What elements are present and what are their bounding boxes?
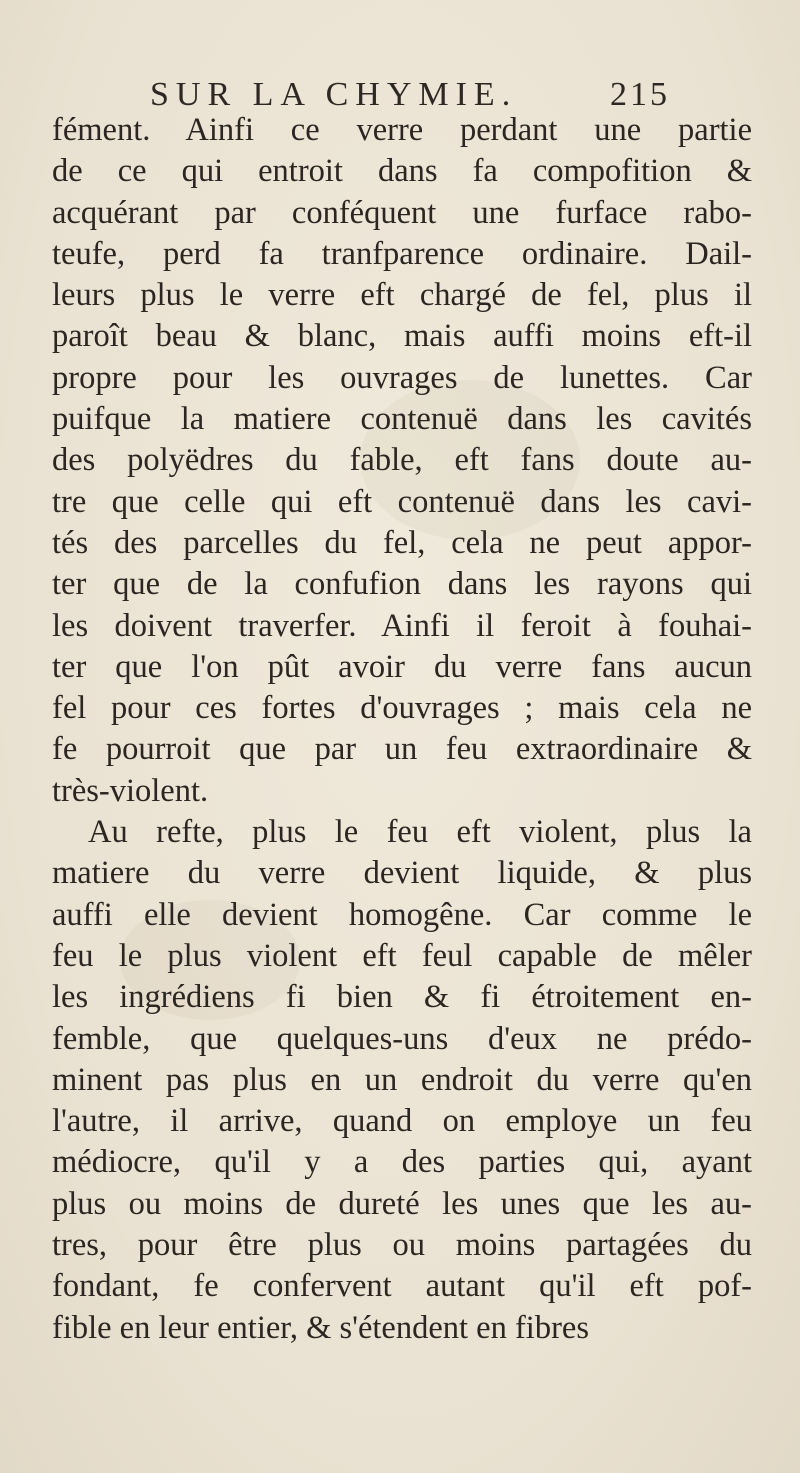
text-line: médiocre, qu'il y a des parties qui, ayant — [52, 1144, 752, 1181]
text-line: leurs plus le verre eft chargé de fel, plus il — [52, 277, 752, 314]
text-line: plus ou moins de dureté les unes que les au- — [52, 1185, 752, 1222]
paragraph-2 — [52, 812, 752, 1349]
text-line: des polyëdres du fable, eft fans doute au- — [52, 442, 752, 479]
text-line: ter que l'on pût avoir du verre fans aucun — [52, 648, 752, 685]
text-line: propre pour les ouvrages de lunettes. Car — [52, 359, 752, 396]
text-line: auffi elle devient homogêne. Car comme le — [52, 896, 752, 933]
text-line: fément. Ainfi ce verre perdant une partie — [52, 112, 752, 148]
text-line: acquérant par conféquent une furface rabo- — [52, 194, 752, 231]
text-line: fe pourroit que par un feu extraordinaire & — [52, 731, 752, 768]
text-line: tres, pour être plus ou moins partagées du — [52, 1227, 752, 1264]
text-line: teufe, perd fa tranfparence ordinaire. Dail- — [52, 235, 752, 272]
text-line: l'autre, il arrive, quand on employe un feu — [52, 1103, 752, 1140]
text-line: très-violent. — [52, 772, 209, 809]
text-line: ter que de la confufion dans les rayons qui — [52, 566, 752, 603]
running-head-title: SUR LA CHYMIE. — [150, 76, 518, 113]
text-line: fel pour ces fortes d'ouvrages ; mais cela ne — [52, 690, 752, 727]
text-line: fondant, fe confervent autant qu'il eft pof- — [52, 1268, 752, 1305]
text-line: tre que celle qui eft contenuë dans les cavi- — [52, 483, 752, 520]
text-line: paroît beau & blanc, mais auffi moins eft-il — [52, 318, 752, 355]
paragraph-1 — [52, 110, 752, 812]
text-line: les doivent traverfer. Ainfi il feroit à fouhai- — [52, 607, 752, 644]
text-line: de ce qui entroit dans fa compofition & — [52, 153, 752, 190]
text-line: feu le plus violent eft feul capable de mêler — [52, 937, 752, 974]
text-line: Au refte, plus le feu eft violent, plus la — [88, 814, 752, 851]
text-line: minent pas plus en un endroit du verre qu'en — [52, 1061, 752, 1098]
text-line: fible en leur entier, & s'étendent en fibres — [52, 1309, 589, 1346]
body-text — [52, 110, 752, 1349]
page-number: 215 — [610, 76, 670, 113]
text-line: puifque la matiere contenuë dans les cavités — [52, 401, 752, 438]
text-line: matiere du verre devient liquide, & plus — [52, 855, 752, 892]
text-line: tés des parcelles du fel, cela ne peut appor- — [52, 524, 752, 561]
text-line: les ingrédiens fi bien & fi étroitement en- — [52, 979, 752, 1016]
text-line: femble, que quelques-uns d'eux ne prédo- — [52, 1020, 752, 1057]
